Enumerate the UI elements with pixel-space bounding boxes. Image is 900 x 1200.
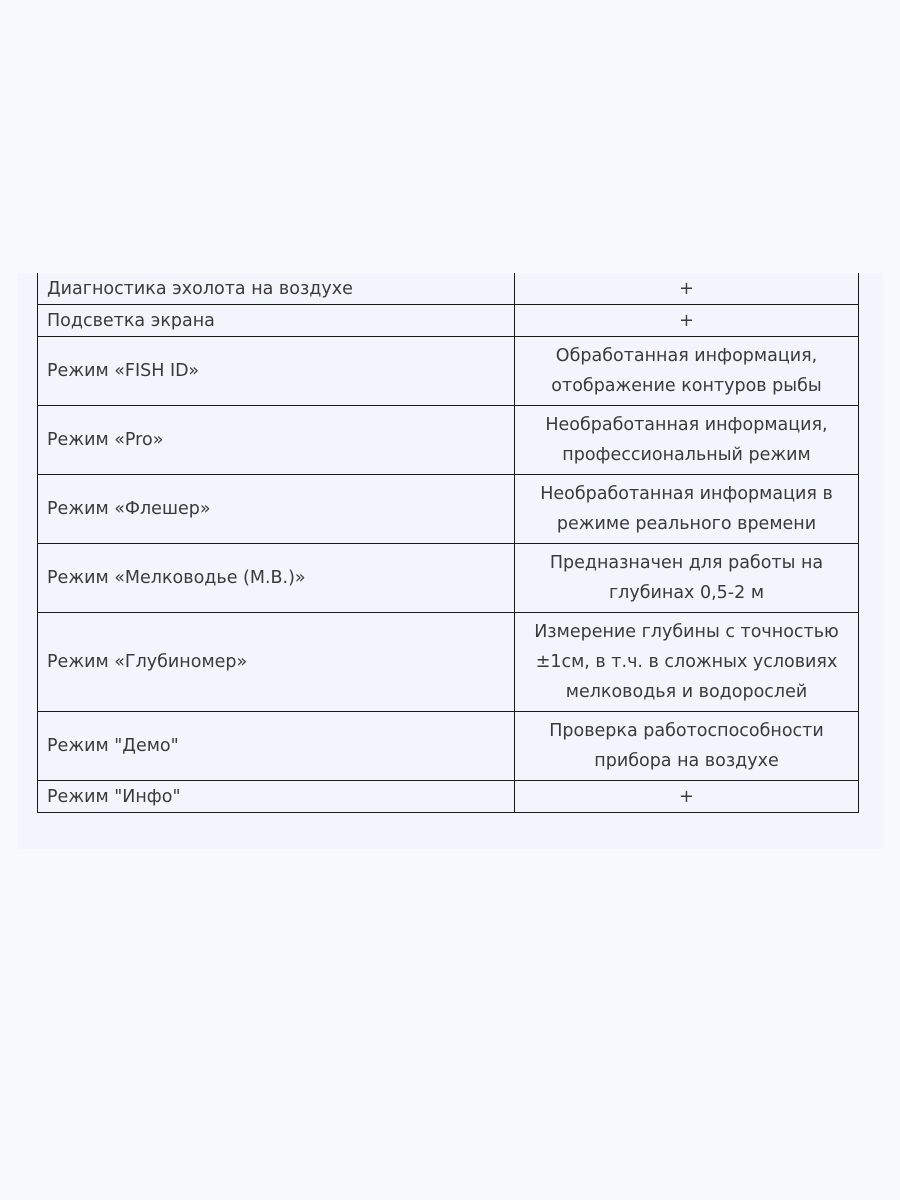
feature-name-cell: Режим «Pro» [38,406,515,475]
feature-value-line: ±1см, в т.ч. в сложных условиях [535,652,838,672]
feature-value-line: + [679,310,694,331]
table-row [38,337,859,406]
feature-value-cell [515,613,859,712]
feature-value-cell [515,475,859,544]
feature-value-cell [515,544,859,613]
table-row [38,406,859,475]
feature-value-line: Измерение глубины с точностью [534,622,839,642]
feature-value-line: профессиональный режим [562,445,811,465]
feature-name-cell: Диагностика эхолота на воздухе [38,273,515,305]
feature-value-cell [515,273,859,305]
feature-value-line: Проверка работоспособности [549,721,824,741]
feature-value-line: + [679,278,694,299]
feature-value-line: мелководья и водорослей [565,682,808,702]
feature-name-cell: Режим «FISH ID» [38,337,515,406]
feature-value-cell [515,337,859,406]
table-row [38,475,859,544]
feature-value-line: Необработанная информация, [545,415,828,435]
feature-value-line: Предназначен для работы на [549,553,824,573]
feature-name-cell: Подсветка экрана [38,305,515,337]
feature-name-cell: Режим "Инфо" [38,781,515,813]
feature-value-cell [515,781,859,813]
feature-name-cell: Режим «Глубиномер» [38,613,515,712]
feature-name-cell: Режим «Флешер» [38,475,515,544]
feature-value-line: Необработанная информация в [540,484,833,504]
feature-value-cell [515,712,859,781]
feature-value-line: + [679,786,694,807]
table-row [38,305,859,337]
table-row [38,712,859,781]
feature-value-line: режиме реального времени [556,514,817,534]
features-table [37,273,859,813]
table-row [38,781,859,813]
feature-value-line: отображение контуров рыбы [551,376,822,396]
feature-name-cell: Режим «Мелководье (М.В.)» [38,544,515,613]
feature-value-line: прибора на воздухе [594,751,779,771]
table-row [38,544,859,613]
feature-name-cell: Режим "Демо" [38,712,515,781]
feature-value-cell [515,406,859,475]
feature-value-line: Обработанная информация, [555,346,818,366]
table-row [38,273,859,305]
feature-value-line: глубинах 0,5-2 м [608,583,765,603]
features-table-body [38,273,859,813]
feature-value-cell [515,305,859,337]
table-row [38,613,859,712]
